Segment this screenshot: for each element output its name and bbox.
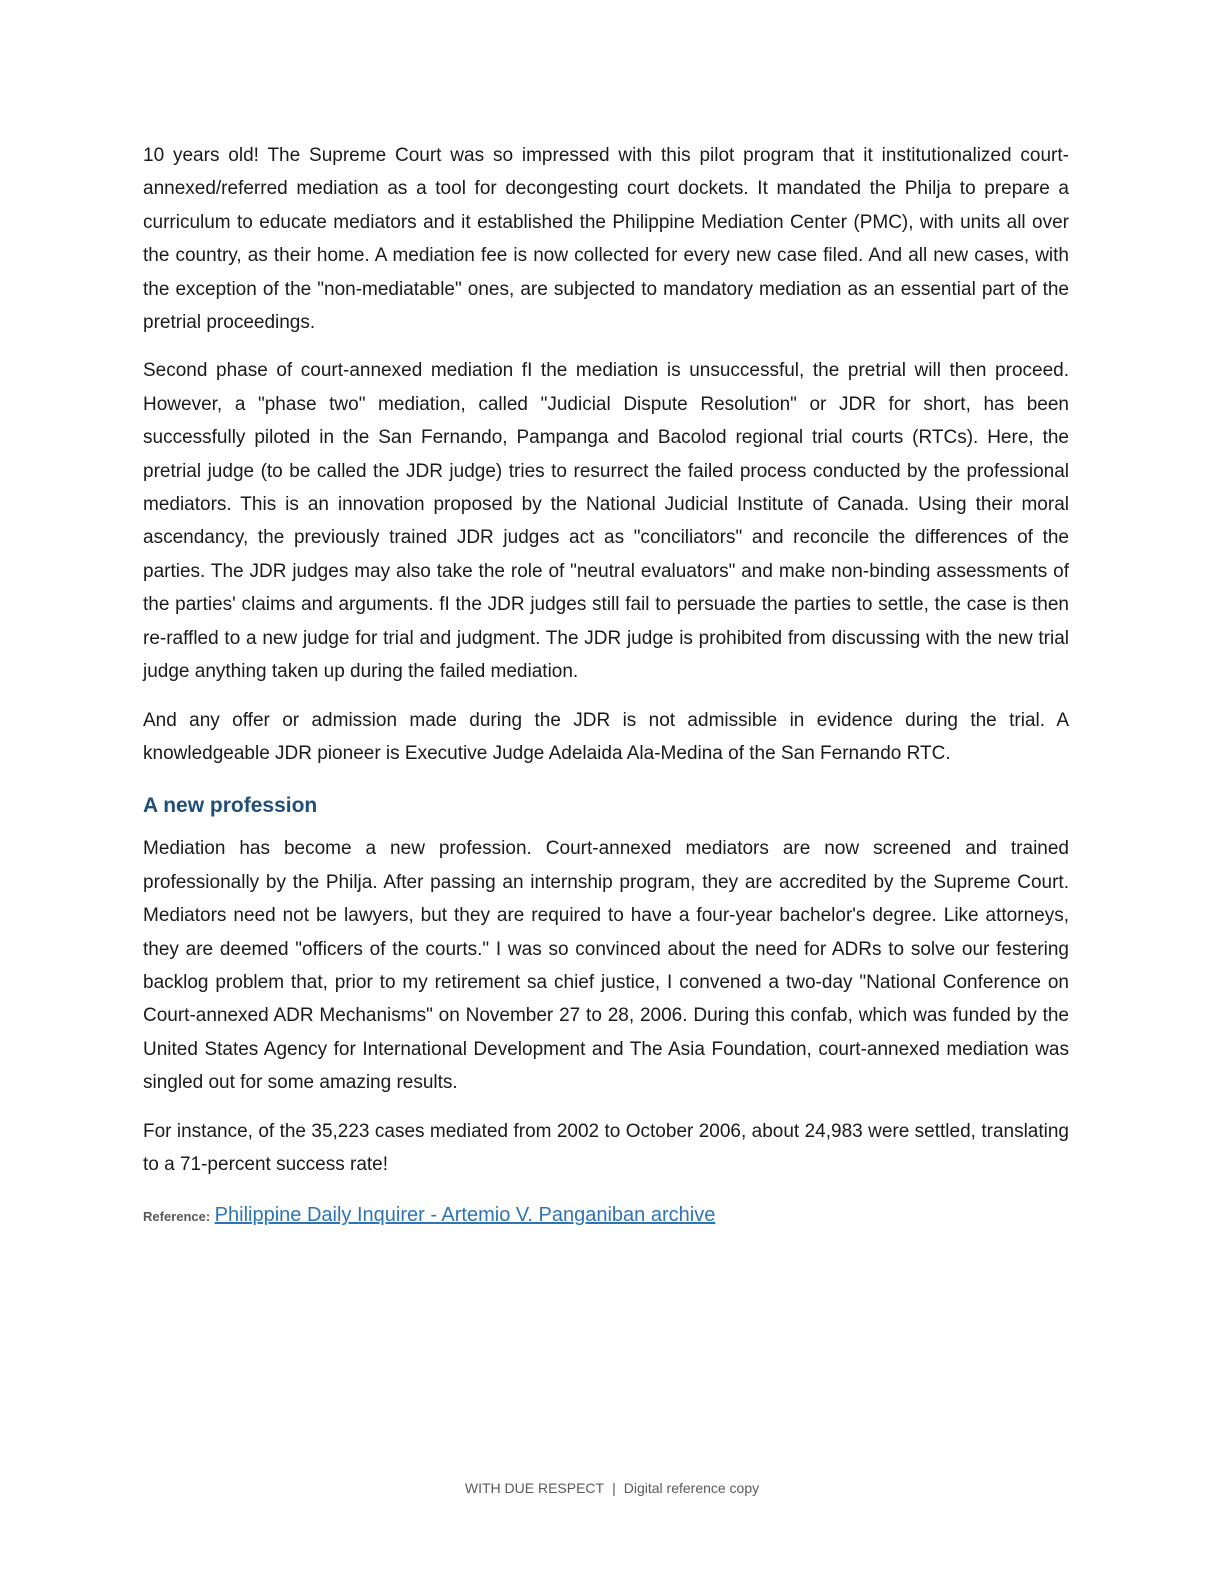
paragraph-jdr-admissibility: And any offer or admission made during the JDR is not admissible in evidence during the trial. A knowledgeable JDR pioneer is Executive Judge Adelaida Ala-Medina of the San Fernando RTC.: [143, 709, 1069, 764]
section-heading-new-profession: A new profession: [143, 794, 318, 818]
document-body: [143, 139, 1069, 1231]
page-footer: [0, 1478, 1224, 1498]
paragraph-new-profession: Mediation has become a new profession. Court-annexed mediators are now screened and trained professionally by the Philja. After passing an internship program, they are accredited by the Supreme Court. Mediators need not be lawyers, but they are required to have a four-year bachelor's degree. Like attorneys, they are deemed "officers of the courts." I was so convinced about the need for ADRs to solve our festering backlog problem that, prior to my retirement sa chief justice, I convened a two-day "National Conference on Court-annexed ADR Mechanisms" on November 27 to 28, 2006. During this confab, which was funded by the United States Agency for International Development and The Asia Foundation, court-annexed mediation was singled out for some amazing results.: [143, 838, 1069, 1094]
footer-separator: |: [612, 1480, 616, 1496]
paragraph-pilot-program: 10 years old! The Supreme Court was so impressed with this pilot program that it institutionalized court-annexed/referred mediation as a tool for decongesting court dockets. It mandated the Philja to prepare a curriculum to educate mediators and it established the Philippine Mediation Center (PMC), with units all over the country, as their home. A mediation fee is now collected for every new case filed. And all new cases, with the exception of the "non-mediatable" ones, are subjected to mandatory mediation as an essential part of the pretrial proceedings.: [143, 145, 1069, 334]
reference-link[interactable]: Philippine Daily Inquirer - Artemio V. Panganiban archive: [214, 1204, 716, 1227]
paragraph-second-phase: Second phase of court-annexed mediation fI the mediation is unsuccessful, the pretrial will then proceed. However, a "phase two" mediation, called "Judicial Dispute Resolution" or JDR for short, has been successfully piloted in the San Fernando, Pampanga and Bacolod regional trial courts (RTCs). Here, the pretrial judge (to be called the JDR judge) tries to resurrect the failed process conducted by the professional mediators. This is an innovation proposed by the National Judicial Institute of Canada. Using their moral ascendancy, the previously trained JDR judges act as "conciliators" and reconcile the differences of the parties. The JDR judges may also take the role of "neutral evaluators" and make non-binding assessments of the parties' claims and arguments. fI the JDR judges still fail to persuade the parties to settle, the case is then re-raffled to a new judge for trial and judgment. The JDR judge is prohibited from discussing with the new trial judge anything taken up during the failed mediation.: [143, 360, 1069, 683]
footer-title: WITH DUE RESPECT: [464, 1480, 605, 1496]
footer-copy-note: Digital reference copy: [623, 1480, 760, 1496]
reference-line: [143, 1201, 1069, 1231]
reference-label: Reference:: [143, 1209, 211, 1225]
paragraph-success-rate: For instance, of the 35,223 cases mediated from 2002 to October 2006, about 24,983 were settled, translating to a 71-percent success rate!: [143, 1120, 1069, 1175]
